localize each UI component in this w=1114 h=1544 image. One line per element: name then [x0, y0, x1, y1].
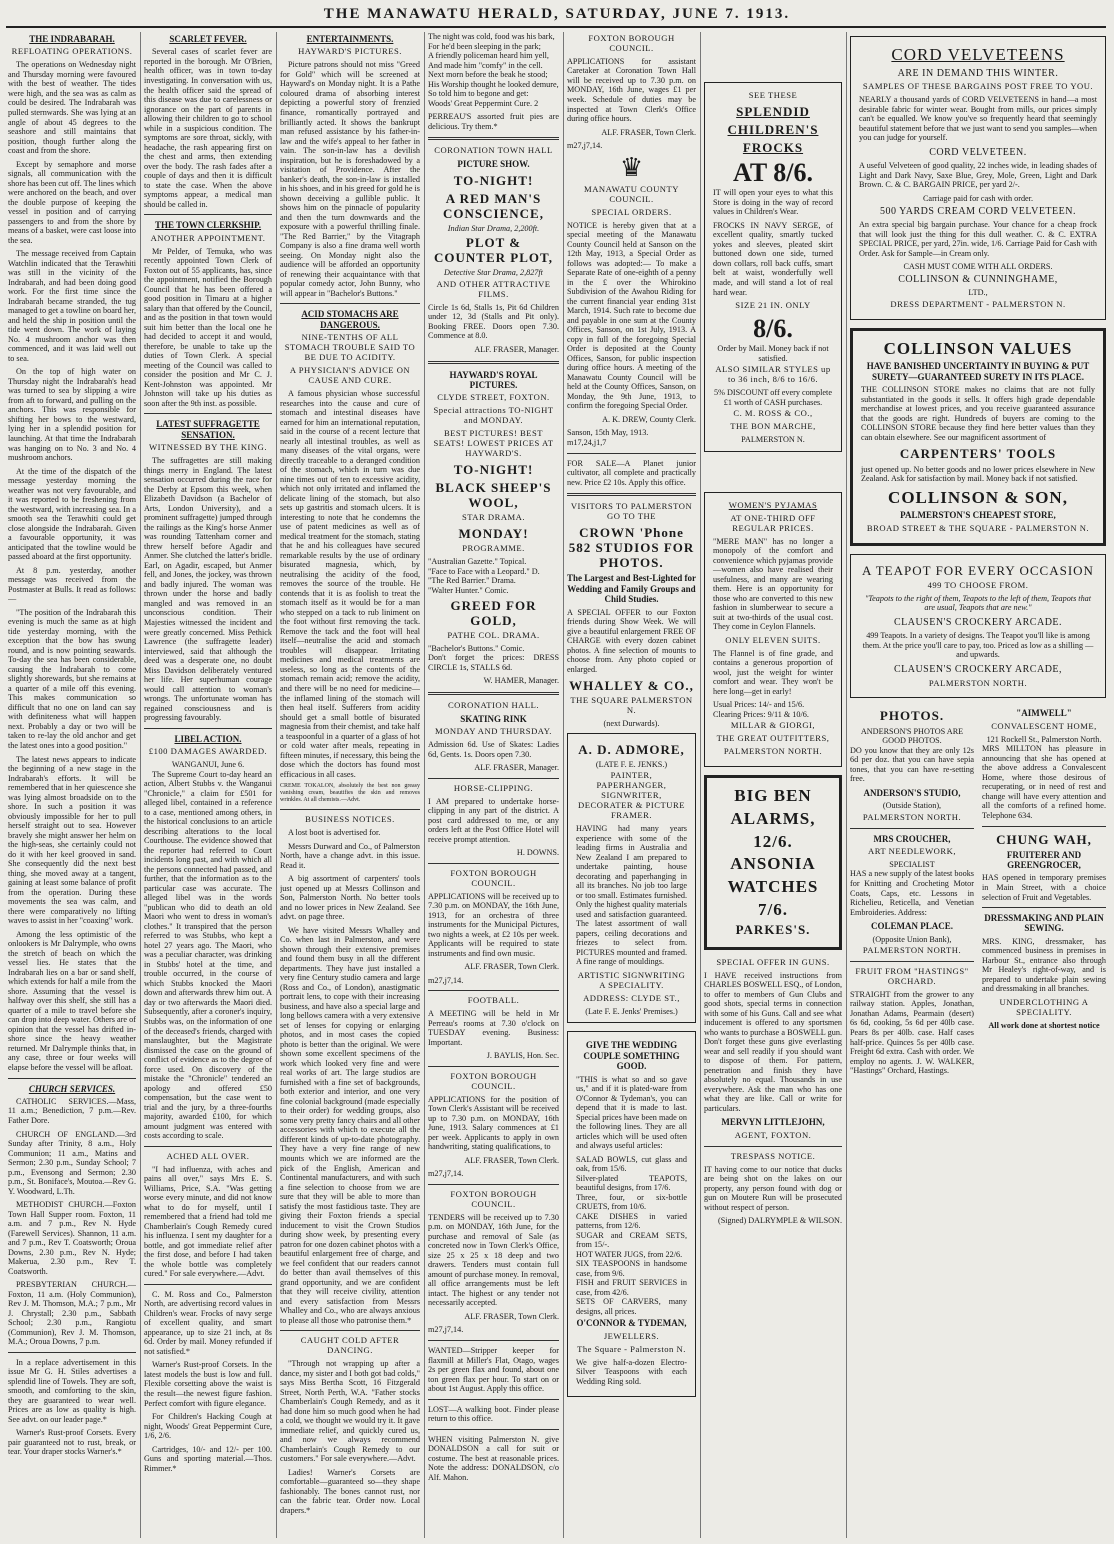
- list-item: SUGAR and CREAM SETS, from 15/-.: [576, 1230, 687, 1250]
- reference: m27,j7,14.: [428, 1325, 464, 1335]
- film-desc: Indian Star Drama, 2,200ft.: [447, 223, 540, 233]
- advert-line: SEE THESE: [748, 90, 798, 100]
- advert-line: (Late F. E. Jenks' Premises.): [585, 1006, 678, 1016]
- masthead: THE MANAWATU HERALD, SATURDAY, JUNE 7. 1913.: [323, 6, 791, 22]
- advert-price: 8/6.: [753, 314, 793, 343]
- divider: [428, 692, 559, 695]
- paragraph: "I had influenza, with aches and pains all over," says Mrs E. S. Williams, Price, S.A. "Was getting worse every minute, and did not know what to do for myself, until I remembered that a friend had told me Chamberlain's Cough Remedy cured his influenza. I sent my daughter for a bottle, and got immediate relief after the first dose, and before I had taken the whole bottle was completely cured." For sale everywhere.—Advt.: [144, 1164, 272, 1279]
- signature: ALF. FRASER, Town Clerk.: [464, 1311, 559, 1321]
- paragraph: On the top of high water on Thursday night the Indrabarah's head was turned to sea by slipping a wire from aft to forward, and pulling on the anchors. This was responsible for shifting her bows to the westward, lying her in a splendid position for launching. At that time the Indrabarah was hanging on to No. 3 and No. 4 mushroom anchors.: [8, 367, 136, 463]
- notice-subtitle: SPECIAL ORDERS.: [591, 206, 672, 217]
- paragraph: The Flannel is of fine grade, and contains a generous proportion of wool, just the weight for winter comfort and wear. They won't be here long—get in early!: [713, 648, 833, 696]
- advert-line: UNDERCLOTHING A SPECIALITY.: [999, 996, 1089, 1017]
- notice-title: FOOTBALL.: [467, 995, 520, 1006]
- advert-line: COLEMAN PLACE.: [870, 921, 953, 932]
- column-rule: [846, 32, 847, 1538]
- paragraph: A useful Velveteen of good quality, 22 inches wide, in leading shades of Light and Dark Navy, Saxe Blue, Grey, Mole, Green, Light and Dark Brown. C. & C. BARGAIN PRICE, per yard 2/-.: [859, 161, 1097, 190]
- article-subtitle: HAYWARD'S PICTURES.: [298, 46, 402, 57]
- paragraph: APPLICATIONS for assistant Caretaker at Coronation Town Hall will be received up to 7.30 p.m. on MONDAY, 16th June, wages £1 per week. Schedule of duties may be inspected at Town Clerk's Office during office hours.: [567, 56, 696, 124]
- signature: ALF. FRASER, Town Clerk.: [464, 962, 559, 972]
- masthead-rule: [6, 26, 1106, 28]
- article-subtitle: ANOTHER APPOINTMENT.: [150, 232, 266, 243]
- advert-line: The Largest and Best-Lighted for Wedding and Family Groups and Child Studies.: [567, 573, 696, 605]
- advert-line: MONDAY AND THURSDAY.: [435, 726, 552, 737]
- paragraph: "THIS is what so and so gave us," and if it is plated-ware from O'Connor & Tydeman's, you can depend that it is made to last. Special prices have been made on the following lines. They are all articles which will be used often and always useful articles:: [576, 1074, 687, 1151]
- advert-heading: A TEAPOT FOR EVERY OCCASION: [862, 562, 1094, 578]
- reference: m17,24,j1,7: [567, 437, 607, 447]
- paragraph: The latest news appears to indicate the beginning of a new stage in the Indrabarah's efforts. It will be remembered that in her quiescence she was lying almost broadside on to the shore. In such a position it was obviously impossible for her to pull herself straight out to sea. However bravely she might answer her helm on the high-seas, she certainly could not do it with her keel grooved in sand. She consequently did the next best thing, she moved away at a tangent, gaining at least some balance of profit from the operation. During these movements the sea was calm, and there were comparatively no lifting waves to assist in her "coaxing" work.: [8, 754, 136, 926]
- divider: [144, 214, 272, 215]
- list-item: Silver-plated TEAPOTS, beautiful designs, from 17/6.: [576, 1173, 687, 1193]
- advert-title: CLAUSEN'S CROCKERY ARCADE,: [893, 663, 1063, 675]
- notice-title: MANAWATU COUNTY COUNCIL.: [584, 183, 679, 204]
- advert-heading: PICTURE SHOW.: [457, 159, 530, 170]
- advert-heading: CARPENTERS' TOOLS: [899, 446, 1057, 462]
- divider: [8, 1352, 136, 1353]
- paragraph: In a replace advertisement in this issue Mr G. H. Stiles advertises a splendid line of Towels. They are soft, smooth, and comforting to the skin, they are guaranteed to wear well. Prices are as low as quality is high. See advt. on our leader page.*: [8, 1357, 136, 1424]
- advert-title: MRS CROUCHER,: [873, 833, 951, 844]
- advert-line: Carriage paid for cash with order.: [922, 194, 1034, 203]
- advert-line: PAINTER, PAPERHANGER, SIGNWRITER, DECORATER & PICTURE FRAMER.: [578, 770, 685, 821]
- divider: [428, 1184, 559, 1185]
- advert-line: CASH MUST COME WITH ALL ORDERS.: [903, 262, 1053, 272]
- classified: WANTED—Stripper keeper for flaxmill at Miller's Flat, Otago, wages 2s per green flax and found, about one ton green flax per hour. To start on or about 1st August. Apply this office.: [428, 1345, 559, 1394]
- classified: LOST—A walking boot. Finder please return to this office.: [428, 1404, 559, 1424]
- advert-heading: 500 YARDS CREAM CORD VELVETEEN.: [880, 205, 1076, 217]
- paragraph: Warner's Rust-proof Corsets. In the latest models the bust is low and full. Flexible corsetting above the waist is the result—the newest figure fashion. Perfect comfort with figure elegance.: [144, 1360, 272, 1408]
- teapot-advert: [850, 554, 1106, 699]
- advert-title: WOMEN'S PYJAMAS: [728, 499, 818, 510]
- paragraph: 499 Teapots. In a variety of designs. The Teapot you'll like is among them. At the price you'll care to pay, too. Priced as low as a shilling —and upwards.: [862, 631, 1094, 660]
- signature: ALF. FRASER, Town Clerk.: [601, 127, 696, 137]
- paragraph: IT will open your eyes to what this Store is doing in the way of record values in Children's Wear.: [713, 188, 833, 217]
- advert-price: 7/6.: [758, 899, 788, 919]
- advert-line: (Opposite Union Bank),: [872, 934, 952, 944]
- advert-line: THE SQUARE PALMERSTON N.: [570, 695, 693, 716]
- paragraph: THE COLLINSON STORE makes no claims that are not fully substantiated in the goods it sells. It offers high grade dependable merchandise at lowest prices, and you receive guaranteed assurance that the goods are right. Hundreds of buyers are coming to the COLLINSON STORE because they find here better values than they can obtain elsewhere. See our magnificent assortment of: [861, 385, 1095, 442]
- advert-line: All work done at shortest notice: [988, 1020, 1100, 1030]
- advert-title: O'CONNOR & TYDEMAN,: [576, 1318, 687, 1329]
- signature: ALF. FRASER, Town Clerk.: [464, 1155, 559, 1165]
- paragraph: A SPECIAL OFFER to our Foxton friends during Show Week. We will give a beautiful enlargement FREE OF CHARGE with every dozen cabinet photos. A fine selection of mounts to choose from. Any photo copied or enlarged.: [567, 607, 696, 674]
- advert-title: HAYWARD'S ROYAL PICTURES.: [449, 369, 538, 390]
- advert-line: PALMERSTON NORTH.: [862, 945, 962, 956]
- advert-title: DRESSMAKING AND PLAIN SEWING.: [984, 913, 1104, 934]
- article-title: LATEST SUFFRAGETTE SENSATION.: [156, 419, 260, 440]
- notice-title: FOXTON BOROUGH COUNCIL.: [450, 867, 537, 888]
- article-title: CAUGHT COLD AFTER DANCING.: [300, 1335, 400, 1356]
- advert-title: A. D. ADMORE,: [578, 741, 685, 757]
- advert-heading: MONDAY!: [458, 526, 529, 542]
- divider: [144, 1146, 272, 1147]
- paragraph: TENDERS will be received up to 7.30 p.m. on MONDAY, 16th June, for the purchase and removal of Sale (as concreted now in Town Clerk's Office, size 25 x 25 x 18 deep and two drawers. Tenders must contain full amount of purchase money. In removal, all office arrangements must be left intact. The highest or any tender not necessarily accepted.: [428, 1212, 559, 1308]
- advert-line: 121 Rockell St., Palmerston North.: [986, 734, 1102, 744]
- advert-line: ONLY ELEVEN SUITS.: [725, 634, 821, 645]
- paragraph: The suffragettes are still making things merry in England. The latest sensation occurred during the race for the Derby at Epsom this week, when Elizabeth Davidson (a Bachelor of Arts, London University), and a prominent suffragette) jumped through the railings as the King's horse Anmer was rounding Tattenham corner and threw herself before Agadir and Anmer. She clutched the latter's bridle. Earl, on Agadir, escaped, but Anmer fell, and Jones, the jockey, was thrown and badly injured. The woman was thrown under the horse and badly mangled and was removed in an unconscious condition. Their Majesties witnessed the incident and were greatly concerned. Miss Pethick Lawrence (the suffragette leader) interviewed, said that although the deed was a desperate one, no doubt Miss Davidson deliberately ventured her life. Her superhuman courage would call attention to woman's wrongs. The unfortunate woman has regained consciousness and is progressing favourably.: [144, 456, 272, 723]
- column-2: [144, 32, 272, 1540]
- list-item: Three, four, or six-bottle CRUETS, from 10/6.: [576, 1192, 687, 1212]
- divider: [428, 1399, 559, 1400]
- paragraph: just opened up. No better goods and no lower prices elsewhere in New Zealand. Ask for satisfaction by mail. Money back if not satisfied.: [861, 464, 1095, 484]
- film-title: A RED MAN'S CONSCIENCE,: [443, 190, 544, 221]
- advert-title: CLAUSEN'S CROCKERY ARCADE.: [893, 616, 1063, 628]
- advert-line: AT ONE-THIRD OFF REGULAR PRICES.: [730, 512, 816, 533]
- advert-line: SAMPLES OF THESE BARGAINS POST FREE TO YOU.: [862, 81, 1094, 92]
- divider: [428, 1066, 559, 1067]
- paragraph: Except by semaphore and morse signals, all communication with the shore has been cut off. The lines which were anchored on the beach, and over the double purpose of keeping the vessel in position and of carrying passengers to and from the shore by means of a basket, were cast loose into the sea.: [8, 159, 136, 245]
- advert-line: ARE IN DEMAND THIS WINTER.: [897, 67, 1059, 79]
- paragraph: Picture patrons should not miss "Greed for Gold" which will be screened at Hayward's on Monday night. It is a Pathe coloured drama of absorbing interest depicting a powerful story of frenzied finance, romantically portrayed and brilliantly acted. It shows the bankrupt man refused assistance by his father-in-law and the wife's appeal to her father in vain. The son-in-law has a devilish inspiration, but he is foreshadowed by a visitation of Providence. After the banker's death, the son-in-law is installed in his shoes, and in his greed for gold he is shown deceiving a gullible public. It shows him on the pinnacle of popularity and then the turn downwards and the exposure with a powerful thrilling finale. "The Red Barrier," by the Vitagraph Company is also a fine drama well worth seeing. On Monday night also the audience will be afforded an opportunity of renewing their acquaintance with that popular comedy actor, John Bunny, who will appear in "Bachelor's Buttons.": [280, 60, 420, 298]
- article-subtitle: WITNESSED BY THE KING.: [149, 442, 267, 453]
- paragraph: "MERE MAN" has no longer a monopoly of the comfort and convenience which pyjamas provide—women also have realised their usefulness, and many are wearing them. Here is an opportunity for those who are converted to this new fashion in slumberwear to secure a suit at two-thirds of the usual cost. They come in Ceylon Flannels.: [713, 536, 833, 632]
- column-6: [704, 32, 842, 1540]
- divider: [567, 453, 696, 454]
- advert-heading: CORD VELVETEEN.: [929, 146, 1027, 158]
- divider: [428, 863, 559, 864]
- bottom-left-adverts: [850, 706, 974, 1079]
- divider: [428, 778, 559, 779]
- paragraph: C. M. Ross and Co., Palmerston North, are advertising record values in Children's wear. Frocks of navy serge of excellent quality, and smart appearance, up to size 21 inch, at 8s 6d. Order by mail. Money refunded if not satisfied.*: [144, 1289, 272, 1356]
- divider: [982, 826, 1106, 827]
- paragraph: APPLICATIONS for the position of Town Clerk's Assistant will be received up to 7.30 p.m. on MONDAY, 16th June, 1913. Salary commences at £1 per week. Applicants to apply in own handwriting, stating qualifications, to: [428, 1094, 559, 1152]
- programme-item: "Face to Face with a Leopard." D.: [428, 566, 540, 576]
- advert-line: DRESS DEPARTMENT - PALMERSTON N.: [890, 298, 1066, 309]
- film-title: PLOT & COUNTER PLOT,: [434, 235, 553, 266]
- paragraph: PERREAU'S assorted fruit pies are delicious. Try them.*: [428, 112, 559, 131]
- notice-title: FOXTON BOROUGH COUNCIL.: [450, 1070, 537, 1091]
- big-ben-advert: [704, 775, 842, 949]
- list-item: CAKE DISHES in varied patterns, from 12/6.: [576, 1211, 687, 1231]
- paragraph: STRAIGHT from the grower to any railway station. Apples, Jonathan, Jonathan Adams, Pearmain (desert) 6s 6d, cooking, 5s 6d per 40lb case. Pears 8s per 40lb. case. Half cases half-price. Quinces 5s per 40lb case. Freight 6d extra. Cash with order. We employ no agents. J. W. WALKER, "Hastings" Orchard, Hastings.: [850, 989, 974, 1076]
- paragraph: CHURCH OF ENGLAND.—3rd Sunday after Trinity, 8 a.m., Holy Communion; 11 a.m., Matins and Sermon; 2.30 p.m., Sunday School; 7 p.m., Evensong and Sermon; 2.30 p.m., St. Boniface's, Moutoa.—Rev G. Y. Woodward, L.Th.: [8, 1129, 136, 1196]
- paragraph: Cartridges, 10/- and 12/- per 100. Guns and sporting material.—Thos. Rimmer.*: [144, 1444, 272, 1473]
- advert-heading: TO-NIGHT!: [453, 462, 534, 478]
- prices: Admission 6d. Use of Skates: Ladies 6d, Gents. 1s. Doors open 7.30.: [428, 740, 559, 759]
- divider: [280, 1330, 420, 1331]
- divider: [144, 1284, 272, 1285]
- advert-line: Special attractions TO-NIGHT and MONDAY.: [433, 405, 554, 426]
- paragraph: NEARLY a thousand yards of CORD VELVETEENS in hand—a most desirable fabric for winter wear. Bought from mills, our prices simply can't be equalled. We know you've so frequently heard that seemingly beautiful statement before that we just want to send you samples—when you can judge for yourself.: [859, 95, 1097, 143]
- advert-heading: WATCHES: [727, 877, 819, 897]
- paragraph: DO you know that they are only 12s 6d per doz. that you can have sepia tones, that you can have re-setting free.: [850, 745, 974, 784]
- notice-title: FOXTON BOROUGH COUNCIL.: [588, 33, 675, 53]
- film-desc: Detective Star Drama, 2,827ft: [444, 268, 543, 278]
- advert-line: Clearing Prices: 9/11 & 10/6.: [713, 709, 809, 719]
- programme-title: PROGRAMME.: [462, 543, 525, 554]
- crest-icon: ♛: [619, 152, 644, 182]
- notice-title: TRESPASS NOTICE.: [730, 1150, 816, 1161]
- prices: Circle 1s 6d, Stalls 1s, Pit 6d Children under 12, 3d (Stalls and Pit only). Booking FREE. Doors open 7.30. Commence at 8.0.: [428, 302, 559, 341]
- signature: A. K. DREW, County Clerk.: [602, 414, 696, 424]
- advert-title: "AIMWELL": [1016, 708, 1072, 719]
- article-subtitle: NINE-TENTHS OF ALL STOMACH TROUBLE SAID TO BE DUE TO ACIDITY.: [284, 332, 416, 363]
- advert-title: CORONATION HALL.: [447, 699, 540, 710]
- paragraph: NOTICE is hereby given that at a special meeting of the Manawatu County Council held at Sanson on the 12th May, 1913, a Special Order as follows was adopted:— To make a Separate Rate of one-eighth of a penny in the £ over the Whirokino Subdivision of the Awahou Riding for the current financial year ending 31st March, 1914. Such rate to become due and payable in one sum at the County Offices, Sanson, on 1st July, 1913. A copy in full of the foregoing Special Order is deposited at the County Offices, Sanson, for public inspection during office hours. A meeting of the Manawatu County Council will be held at the County Offices, Sanson, on Monday, the 9th June, 1913, to confirm the foregoing Special Order.: [567, 220, 696, 411]
- signature: J. BAYLIS, Hon. Sec.: [486, 1051, 559, 1061]
- programme-item: "Walter Hunter." Comic.: [428, 585, 509, 595]
- column-rule: [424, 32, 425, 1538]
- paragraph: I AM prepared to undertake horse-clipping in any part of the district. A post card addressed to me, or any orders left at the Post Office Hotel will receive prompt attention.: [428, 796, 559, 844]
- paragraph: Mr Pelder, of Temuka, who was recently appointed Town Clerk of Foxton out of 55 applicants, has, since the appointment, notified the Borough Council that he has been offered a good position in Timaru at a higher salary than that offered by the Council, and as the position in that town would suit him better than the local one he had decided to accept it and would, therefore, be unable to take up the duties of Town Clerk. A special meeting of the Council was called to consider the position and Mr C. J. Kent-Johnston was appointed. Mr Johnston will take up his duties as soon after the 9th inst. as possible.: [144, 246, 272, 408]
- paragraph: A lost boot is advertised for.: [288, 827, 381, 837]
- advert-line: PALMERSTON NORTH.: [928, 677, 1028, 688]
- programme-item: "Bachelor's Buttons." Comic.: [428, 643, 525, 653]
- advert-line: ANDERSON'S PHOTOS ARE GOOD PHOTOS.: [860, 726, 964, 746]
- programme-item: "Australian Gazette." Topical.: [428, 557, 527, 567]
- paragraph: The operations on Wednesday night and Thursday morning were favoured with the best of weather. The tides were high, and the sea was as calm as could be desired. The Indrabarah was pulled sternwards. She was lying at an angle of about 45 degrees to the seashore and still maintains that position, though further along the coast and from the shore.: [8, 60, 136, 156]
- paragraph: A famous physician whose successful researches into the cause and cure of stomach and intestinal diseases have earned for him an international reputation, said in the course of a recent lecture that nearly all intestinal troubles, as well as many diseases of the vital organs, were directly traceable to a deranged condition of the stomach, which in turn was due nine times out of ten to excessive acidity, which not only irritated and inflamed the delicate lining of the stomach, but also sets up gastritis and stomach ulcers. It is interesting to note that he condemns the use of patent medicines as well as of medical treatment for the stomach, stating that he and his colleagues have secured remarkable results by the use of ordinary bisurated magnesia, which, by neutralising the acidity of the food, removes the source of the trouble. He contends that it is as foolish to treat the stomach itself as it would be for a man who stepped on a tack to rub liniment on the foot without first removing the tack. Remove the tack and the foot will heal itself—neutralise the acid and stomach troubles will disappear. Irritating medicines and medical treatments are useless, so long as the contents of the stomach remain acid; remove the acidity, and there will be no need for medicine—the inflamed lining of the stomach will then heal itself. Sufferers from acidity should get a small bottle of bisurated magnesia from their chemist, and take half a teaspoonful in a quarter of a glass of hot or cold water after meals, repeating in fifteen minutes, if necessary, this being the dose which the doctors has found most efficacious in all cases.: [280, 389, 420, 779]
- reference: m27,j7,14.: [428, 975, 464, 985]
- dateline: WANGANUI, June 6.: [171, 760, 245, 770]
- bottom-right-adverts: [982, 706, 1106, 1079]
- divider: [704, 1146, 842, 1147]
- paragraph: We have visited Messrs Whalley and Co. when last in Palmerston, and were shown through their extensive premises and found them busy in all the different departments. They have just installed a very fine Century studio camera and large (Ross and Co., of London), anastigmatic portrait lens, to cope with their increasing business, and have also a special large and long bellows camera with a very extensive set of lenses for copying or enlarging photos, and in most cases the copied photo is better than the original. We were shown some excellent specimens of the work which looked very fine and were real works of art. The large studios are furnished with a fine set of backgrounds, both exterior and interior, and one very fine colonial background (made especially to their order) for wedding groups, also some very pretty fancy chairs and all other accessories with which to execute all the different kinds of up-to-date photography. They have a very fine range of new mounts which we are informed are the pick of the English, American and Continental manufacturers, and with such a fine selection to choose from we are sure that they will be able to more than satisfy the most fastidious taste. They are giving their Foxton friends a special inducement to visit the Crown Studios during show week, by presenting every patron for one dozen cabinet photos with a beautiful enlargement free of charge, and we feel confident that our readers cannot do better than avail themselves of this grand opportunity, and we are confident that they will receive civility, attention and every satisfaction from Messrs Whalley and Co., who are always anxious to please all those who patronise them.*: [280, 925, 420, 1325]
- advert-line: ALSO SIMILAR STYLES up to 36 inch, 8/6 to 16/6.: [715, 364, 831, 385]
- advert-line: FRUITERER AND GREENGROCER,: [1006, 849, 1082, 871]
- advert-line: PALMERSTON NORTH.: [862, 811, 962, 822]
- advert-line: CLYDE STREET, FOXTON.: [437, 392, 550, 403]
- advert-price: AT 8/6.: [733, 158, 813, 188]
- paragraph: "Through not wrapping up after a dance, my sister and I both got bad colds," says Miss Bertha Scott, 16 Fitzgerald Street, North Perth, W.A. "Father stocks Chamberlain's Cough Remedy, and as it had done him so much good when he had a cold, we thought we would try it. It gave immediate relief, and quickly cured us, and now we always recommend Chamberlain's Cough Remedy to our customers." For sale everywhere.—Advt.: [280, 1359, 420, 1464]
- divider: [850, 961, 974, 962]
- film-title: BLACK SHEEP'S WOOL,: [435, 480, 552, 511]
- signature: (Signed) DALRYMPLE & WILSON.: [717, 1216, 842, 1226]
- paragraph: MRS MILLTON has pleasure in announcing that she has opened at the above address a Convalescent Home, where those desirous of recuperating, or in need of rest and change will have every attention and all the comforts of a refined home. Telephone 634.: [982, 744, 1106, 820]
- advert-heading: BIG BEN: [734, 786, 812, 806]
- advert-line: PALMERSTON'S CHEAPEST STORE,: [900, 510, 1056, 521]
- advert-title: MILLAR & GIORGI,: [730, 720, 816, 731]
- signature: ALF. FRASER, Manager.: [474, 763, 559, 773]
- paragraph: HAS opened in temporary premises in Main Street, with a choice selection of Fruit and Vegetables.: [982, 873, 1106, 902]
- article-title: ACID STOMACHS ARE DANGEROUS.: [301, 309, 399, 330]
- paragraph: Ladies! Warner's Corsets are comfortable—guaranteed so—they shape fashionably. The bones cannot rust, nor can the fabric tear. Order now. Local drapers.*: [280, 1467, 420, 1515]
- collinson-advert: [850, 328, 1106, 546]
- advert-line: ARTISTIC SIGNWRITING A SPECIALITY.: [577, 969, 686, 990]
- advert-line: LTD.,: [968, 288, 988, 298]
- paragraph: Several cases of scarlet fever are reported in the borough. Mr O'Brien, health officer, was in town to-day investigating. In conversation with us, the health officer said the spread of this disease was due to carelessness or ignorance on the part of parents in allowing their children to go to school while in a suspicious condition. The symptoms are sore throat, sickly, with headache, the rash appearing first on the chest and arms, then extending over the body. The rash fades after a couple of days and then it is difficult to state the case. When the above symptoms appear, a medical man should be called in.: [144, 47, 272, 209]
- column-rule: [563, 32, 564, 1538]
- advert-line: The Square - Palmerston N.: [577, 1343, 686, 1354]
- advert-title: COLLINSON & SON,: [888, 487, 1068, 507]
- list-item: HOT WATER JUGS, from 22/6.: [576, 1249, 683, 1259]
- advert-heading: PHOTOS.: [879, 708, 945, 724]
- paragraph: A big assortment of carpenters' tools just opened up at Messrs Collinson and Son, Palmerston North. No better tools and no lower prices in New Zealand. See advt. on page three.: [280, 874, 420, 922]
- divider: [428, 1340, 559, 1341]
- column-7: [850, 32, 1106, 1540]
- column-rule: [140, 32, 141, 1538]
- dateline: Sanson, 15th May, 1913.: [567, 428, 649, 438]
- paragraph: IT having come to our notice that ducks are being shot on the lakes on our property, any person found with dog or gun on Moutere Run will be prosecuted without respect of person.: [704, 1164, 842, 1212]
- list-item: FISH and FRUIT SERVICES in case, from 42/6.: [576, 1278, 687, 1297]
- divider: [280, 303, 420, 304]
- divider: [428, 990, 559, 991]
- admore-advert: [567, 733, 696, 1024]
- advert-line: CREME TOKALON, absolutely the best non greasy vanishing cream, beautifies the skin and removes wrinkles. At all chemists.—Advt.: [280, 783, 420, 804]
- section-title: CHURCH SERVICES.: [28, 1083, 116, 1094]
- section-title: BUSINESS NOTICES.: [305, 814, 395, 825]
- paragraph: An extra special big bargain purchase. Your chance for a cheap frock that will look just the thing for this dull weather. C. & C. EXTRA SPECIAL PRICE, per yard, 27in. wide, 1/6. Carriage Paid for Cash with Order. Ask for Sample—in Cream only.: [859, 220, 1098, 258]
- advert-line: (next Durwards).: [603, 719, 660, 729]
- programme-item: "The Red Barrier." Drama.: [428, 576, 516, 586]
- paragraph: The message received from Captain Watchlin indicated that the Terawhiti was still in the vicinity of the Indrabarah, and had been doing good work. For the first time since the Indrabarah became stranded, the tug managed to get a towline on board her, and held the ship in position until the tide went down. The work of laying No. 4 mushroom anchor was then commenced, and it was laid well out to sea.: [8, 249, 136, 363]
- verse: "Teapots to the right of them, Teapots to the left of them, Teapots that are usual, Teapots that are new.": [864, 593, 1092, 613]
- divider: [982, 907, 1106, 908]
- article-subtitle: A PHYSICIAN'S ADVICE ON CAUSE AND CURE.: [289, 365, 411, 386]
- article-title: ACHED ALL OVER.: [166, 1150, 250, 1161]
- advert-line: PALMERSTON NORTH.: [723, 746, 823, 757]
- advert-line: AGENT, FOXTON.: [734, 1129, 812, 1140]
- advert-line: PALMERSTON N.: [741, 435, 805, 445]
- bottom-adverts: [850, 706, 1106, 1079]
- film-desc: STAR DRAMA.: [461, 512, 526, 523]
- cord-velveteens-advert: [850, 36, 1106, 320]
- pyjamas-advert: [704, 492, 842, 768]
- advert-line: AND OTHER ATTRACTIVE FILMS.: [436, 278, 551, 299]
- advert-heading: TO-NIGHT!: [453, 172, 534, 188]
- advert-heading: ANSONIA: [730, 854, 816, 874]
- paragraph: APPLICATIONS will be received up to 7.30 p.m. on MONDAY, the 16th June, 1913, for an orchestra of three instruments for the Municipal Pictures, two nights a week, at £2 10s per week. Applicants will be required to state instruments and find own music.: [428, 891, 559, 958]
- advert-line: SPECIALIST: [889, 859, 935, 869]
- paragraph: FROCKS IN NAVY SERGE, of excellent quality, smartly tucked yokes and sleeves, pleated skirt buttoned down one side, turned down collars, roll back cuffs, smart belt at waist, wonderfully well made, and will stand a lot of real hard wear.: [713, 220, 833, 297]
- paragraph: HAS a new supply of the latest books for Knitting and Crocheting Motor Coats, Caps, etc. Lessons in Richelieu, Reticella, and Venetian Embroideries. Address:: [850, 869, 974, 917]
- advert-line: Order by Mail. Money back if not satisfied.: [717, 344, 829, 363]
- paragraph: MRS. KING, dressmaker, has commenced business in premises in Harbour St., entrance also through Mr Healey's right-of-way, and is prepared to undertake plain sewing and dressmaking in all branches.: [982, 936, 1106, 994]
- paragraph: We give half-a-dozen Electro-Silver Teaspoons with each Wedding Ring sold.: [576, 1357, 687, 1386]
- advert-line: BEST PICTURES! BEST SEATS! LOWEST PRICES AT HAYWARD'S.: [433, 428, 554, 459]
- list-item: SETS OF CARVERS, many designs, all prices.: [576, 1297, 687, 1316]
- article-title: SCARLET FEVER.: [169, 34, 247, 44]
- signature: H. DOWNS.: [516, 848, 559, 858]
- advert-heading: SKATING RINK: [460, 713, 527, 724]
- advert-line: ART NEEDLEWORK,: [868, 846, 956, 856]
- advert-line: VISITORS TO PALMERSTON GO TO THE: [570, 501, 693, 522]
- paragraph: Messrs Durward and Co., of Palmerston North, have a change advt. in this issue. Read it.: [280, 841, 420, 870]
- advert-line: HAVE BANISHED UNCERTAINTY IN BUYING & PUT SURETY—GUARANTEED SURETY IN ITS PLACE.: [866, 361, 1090, 382]
- advert-line: THE GREAT OUTFITTERS,: [716, 733, 830, 744]
- column-4: [428, 32, 559, 1540]
- article-title: THE TOWN CLERKSHIP.: [154, 220, 262, 231]
- advert-line: BROAD STREET & THE SQUARE - PALMERSTON N.: [866, 522, 1090, 533]
- column-rule: [700, 32, 701, 1538]
- classified: WHEN visiting Palmerston N. give DONALDSON a call for suit or costume. The best at reasonable prices. Note the address: DONALDSON, c/o Alf. Mahon.: [428, 1434, 559, 1482]
- advert-title: SPECIAL OFFER IN GUNS.: [716, 956, 830, 967]
- advert-title: WHALLEY & CO.,: [569, 678, 694, 694]
- frocks-advert: [704, 82, 842, 452]
- advert-title: MERVYN LITTLEJOHN,: [721, 1117, 825, 1128]
- divider: [8, 1078, 136, 1079]
- advert-title: CHUNG WAH,: [996, 831, 1092, 847]
- column-3: [280, 32, 420, 1540]
- paragraph: PRESBYTERIAN CHURCH.—Foxton, 11 a.m. (Holy Communion), Rev J. M. Thomson, M.A.; 7 p.m., Mr J. Chrystall; 2.30 p.m., Sabbath School; 2.30 p.m., Rangiotu (Communion), Rev J. M. Thomson, M.A.; Oroua Downs, 7 p.m.: [8, 1280, 136, 1347]
- advert-price: 12/6.: [753, 831, 793, 851]
- signature: ALF. FRASER, Manager.: [474, 344, 559, 354]
- article-subtitle: £100 DAMAGES AWARDED.: [148, 746, 268, 757]
- paragraph: Among the less optimistic of the onlookers is Mr Dalrymple, who owns the stretch of beach on which the vessel lies. He states that the Indrabarah lies on a bar or sand shelf, which extends for half a mile from the shore. Assuming that the vessel is halfway over this shelf, she still has a quarter of a mile to travel before she can drop into deep water. Others are of opinion that the vessel has drifted in-shore since the heavy weather returned. Mr Dalrymple thinks that, in any case, three or four weeks will elapse before the vessel will be afloat.: [8, 929, 136, 1072]
- column-5: [567, 32, 696, 1540]
- list-item: SIX TEASPOONS in handsome case, from 9/6.: [576, 1259, 687, 1278]
- paragraph: "The position of the Indrabarah this evening is much the same as at high tide yesterday morning, with the exception that the bow has swung round, and is now pointing seawards. To-day the sea has been considerable, causing the Indrabarah to come slightly shorewards, but she remains at a quarter of a mile off this evening. This makes communication so difficult that no one on land can say with definiteness what will happen next. Probably a day or two will be taken to re-lay the old anchor and get the latest ones into a good position.": [8, 607, 136, 750]
- wedding-advert: [567, 1031, 696, 1397]
- advert-heading: SPLENDID: [736, 103, 810, 119]
- advert-heading: CROWN 'Phone 582 STUDIOS FOR PHOTOS.: [568, 524, 695, 571]
- divider: [144, 728, 272, 729]
- paragraph: CATHOLIC SERVICES.—Mass, 11 a.m.; Benediction, 7 p.m.—Rev. Father Dore.: [8, 1096, 136, 1125]
- advert-heading: CORD VELVETEENS: [891, 45, 1065, 64]
- advert-heading: FROCKS: [742, 140, 804, 156]
- advert-line: 5% DISCOUNT off every complete £1 worth of CASH purchases.: [714, 388, 832, 407]
- column-1: [8, 32, 136, 1540]
- advert-line: CONVALESCENT HOME,: [991, 720, 1097, 731]
- advert-title: GIVE THE WEDDING COUPLE SOMETHING GOOD.: [583, 1040, 680, 1072]
- notice-title: HORSE-CLIPPING.: [453, 782, 534, 793]
- advert-title: ANDERSON'S STUDIO,: [863, 787, 961, 798]
- divider: [850, 828, 974, 829]
- advert-line: (Outside Station),: [882, 801, 942, 811]
- article-title: LIBEL ACTION.: [174, 733, 242, 744]
- divider: [144, 413, 272, 414]
- advert-line: ADDRESS: CLYDE ST.,: [583, 992, 680, 1003]
- advert-line: JEWELLERS.: [603, 1330, 660, 1341]
- advert-title: CORONATION TOWN HALL: [434, 145, 553, 156]
- article-title: THE INDRABARAH.: [29, 34, 115, 44]
- classified: FOR SALE—A Planet junior cultivator, all complete and practically new. Price £2 10s. Apply this office.: [567, 458, 696, 487]
- divider: [567, 493, 696, 496]
- notice-title: FOXTON BOROUGH COUNCIL.: [450, 1188, 537, 1209]
- advert-line: THE BON MARCHE,: [730, 421, 816, 432]
- advert-title: COLLINSON & CUNNINGHAME,: [898, 273, 1058, 285]
- signature: W. HAMER, Manager.: [483, 676, 559, 686]
- verse: The night was cold, food was his bark, For he'd been sleeping in the park; A friendly policeman heard him yell, And made him "comfy" in the cell. Next morn before the beak he stood; His Worship thought he looked demure, So told him to begone and get: Woods' Great Peppermint Cure. 2: [428, 32, 559, 108]
- advert-heading: COLLINSON VALUES: [883, 338, 1073, 358]
- paragraph: At the time of the dispatch of the message yesterday morning the weather was not very favourable, and it was reported to be freshening from the westward, with increasing sea. In a smooth sea the Terawhiti could get close alongside the Indrabarah. Given a favourable opportunity, it was anticipated that the towline would be passed aboard at the first opportunity.: [8, 466, 136, 562]
- advert-heading: ALARMS,: [730, 808, 816, 828]
- paragraph: A MEETING will be held in Mr Perreau's rooms at 7.30 o'clock on TUESDAY evening. Business: Important.: [428, 1009, 559, 1047]
- paragraph: I HAVE received instructions from CHARLES BOSWELL ESQ., of London, to offer to members of Gun Clubs and good shots, special terms in connection with some of his Guns. Call and see what inducement is offered to any sportsmen who wants to purchase a BOSWELL gun. Don't forget these guns give everlasting wear and sell readily if you should want to dispose of them. For pattern, penetration and finish they have absolutely no equal. Thousands in use everywhere. Ask the man who has one what they are like. Call or write for particulars.: [704, 970, 842, 1113]
- paragraph: Warner's Rust-proof Corsets. Every pair guaranteed not to rust, break, or tear. Your draper stocks Warner's.*: [8, 1428, 136, 1457]
- list-item: SALAD BOWLS, cut glass and oak, from 15/6.: [576, 1154, 687, 1174]
- advert-heading: CHILDREN'S: [727, 122, 819, 138]
- advert-line: Usual Prices: 14/- and 15/6.: [713, 700, 805, 710]
- paragraph: HAVING had many years experience with some of the leading firms in Australia and New Zealand I am prepared to undertake painting, house decorating and paperhanging in all its branches. No job too large or too small. Estimates furnished. Only the highest quality materials used and satisfaction guaranteed. The latest assortment of wall papers, ceiling decorations and friezes to select from. PICTURES mounted and framed. A fine range of mouldings.: [576, 824, 687, 967]
- advert-title: FRUIT FROM "HASTINGS" ORCHARD.: [855, 965, 969, 986]
- reference: m27,j7,14.: [567, 141, 603, 151]
- divider: [428, 1429, 559, 1430]
- advert-line: SIZE 21 IN. ONLY: [735, 300, 811, 311]
- advert-title: C. M. ROSS & CO.,: [733, 408, 813, 419]
- paragraph: At 8 p.m. yesterday, another message was received from the Postmaster at Bulls. It read as follows:—: [8, 565, 136, 604]
- divider: [280, 809, 420, 810]
- advert-title: PARKES'S.: [735, 922, 811, 938]
- reference: m27,j7,14.: [428, 1169, 464, 1179]
- paragraph: The Supreme Court to-day heard an action, Albert Stubbs v. the Wanganui "Chronicle," a claim for £501 for alleged libel, contained in a reference to a case, mentioned among others, in the historical conclusions to an article describing alterations to the local Courthouse. The evidence showed that the reporter had referred to Court incidents long past, and with which all the persons connected had passed, and further, that the information as to the particular case was accurate. The alleged libel was in the words "publican who did to death an old Maori who went to dress in woman's clothes." It transpired that the person referred to was Stubbs, who kept a hotel 27 years ago. The Maori, who was a peculiar character, was drinking in Stubbs' hotel at the time, and trouble occurred, in the course of which Stubbs knocked the Maori down and afterwards threw him out. A day or two afterwards the Maori died. Subsequently, after a coroner's inquiry, Stubbs was, on the information of one of the deceased's friends, charged with manslaughter, but the Magistrate dismissed the case on the ground of conflict of evidence as to the degree of force used. On discovery of the mistake the "Chronicle" tendered an apology and offered £50 compensation, but the case went to trial and the jury, by a three-fourths majority, awarded £100, for which amount judgment was entered with costs according to scale.: [144, 769, 272, 1141]
- prices: Don't forget the prices: DRESS CIRCLE 1s, STALLS 6d.: [428, 653, 559, 672]
- article-title: ENTERTAINMENTS.: [306, 34, 394, 44]
- film-title: GREED FOR GOLD,: [450, 597, 537, 628]
- divider: [428, 137, 559, 140]
- advert-line: 499 TO CHOOSE FROM.: [927, 579, 1029, 590]
- paragraph: For Children's Hacking Cough at night, Woods' Great Peppermint Cure, 1/6, 2/6.: [144, 1412, 272, 1441]
- advert-line: (LATE F. E. JENKS.): [595, 759, 668, 769]
- divider: [428, 361, 559, 364]
- column-rule: [276, 32, 277, 1538]
- film-desc: PATHE COL. DRAMA.: [447, 629, 540, 640]
- article-subtitle: REFLOATING OPERATIONS.: [11, 46, 133, 57]
- paragraph: METHODIST CHURCH.—Foxton Town Hall Supper room. Foxton, 11 a.m. and 7 p.m., Rev N. Hyde (Farewell Services). Shannon, 11 a.m. and 7 p.m., Rev T. Coatsworth; Oroua Downs, 2.30 p.m., Rev N. Hyde; Makerua, 2.30 p.m., Rev T. Coatsworth.: [8, 1200, 136, 1276]
